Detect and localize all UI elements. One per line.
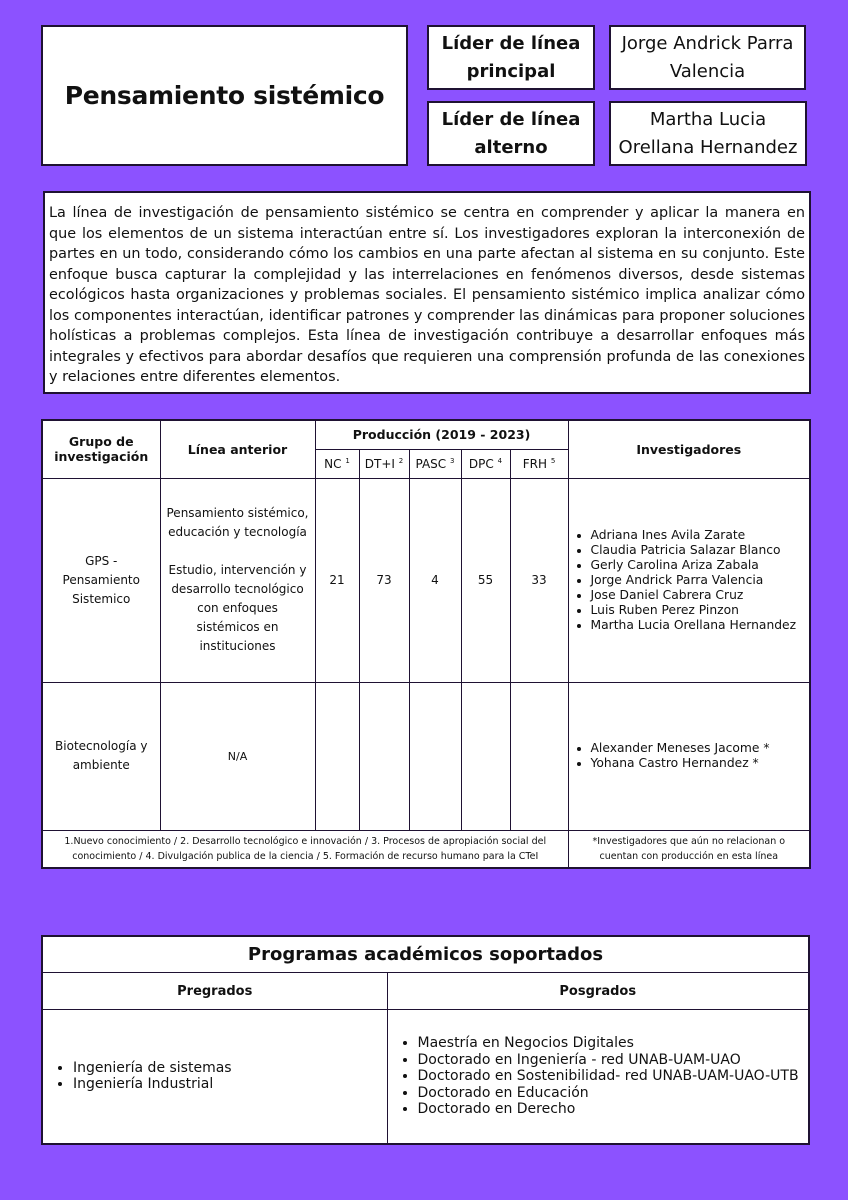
table-row: [42, 682, 810, 830]
value-pasc: [409, 682, 461, 830]
lead-alt-value: Martha Lucia Orellana Hernandez: [618, 108, 798, 158]
programs-header-row: [42, 973, 809, 1010]
table-row: [42, 478, 810, 682]
list-item: • Alexander Meneses Jacome *: [591, 741, 810, 756]
production-footnote: 1.Nuevo conocimiento / 2. Desarrollo tecnológico e innovación / 3. Procesos de apropiación social del conocimiento / 4. Divulgación publica de la ciencia / 5. Formación de recurso humano para la CTeI: [42, 830, 568, 868]
lead-main-value-box: [609, 25, 806, 90]
research-table: [41, 419, 811, 869]
header-group: Grupo de investigación: [42, 420, 160, 478]
value-dpc: [461, 682, 510, 830]
list-item: • Gerly Carolina Ariza Zabala: [591, 558, 810, 573]
header-nc: NC $^1$: [315, 449, 359, 478]
page-title: Pensamiento sistémico: [64, 81, 385, 110]
value-frh: 33: [510, 478, 568, 682]
researchers-list: [569, 528, 810, 633]
header-undergrad: Pregrados: [42, 973, 387, 1010]
value-nc: 21: [315, 478, 359, 682]
group-cell: Biotecnología y ambiente: [42, 682, 160, 830]
grad-cell: [387, 1010, 809, 1144]
previous-line-cell: N/A: [160, 682, 315, 830]
list-item: • Ingeniería de sistemas: [73, 1060, 387, 1077]
previous-line-cell: [160, 478, 315, 682]
undergrad-list: [43, 1060, 387, 1093]
list-item: • Jose Daniel Cabrera Cruz: [591, 588, 810, 603]
list-item: • Claudia Patricia Salazar Blanco: [591, 543, 810, 558]
programs-row: [42, 1010, 809, 1144]
lead-alt-value-box: [609, 101, 807, 166]
header-pasc: PASC $^3$: [409, 449, 461, 478]
previous-line-2: Estudio, intervención y desarrollo tecnológico con enfoques sistémicos en instituciones: [168, 563, 307, 653]
programs-title: Programas académicos soportados: [42, 936, 809, 973]
list-item: • Doctorado en Derecho: [418, 1101, 809, 1118]
lead-main-label-box: [427, 25, 595, 90]
value-dti: [359, 682, 409, 830]
list-item: • Ingeniería Industrial: [73, 1076, 387, 1093]
previous-line-1: Pensamiento sistémico, educación y tecnología: [166, 506, 309, 539]
description-box: [43, 191, 811, 394]
list-item: • Doctorado en Educación: [418, 1085, 809, 1102]
researchers-footnote: *Investigadores que aún no relacionan o cuentan con producción en esta línea: [568, 830, 810, 868]
header-dpc: DPC $^4$: [461, 449, 510, 478]
list-item: • Luis Ruben Perez Pinzon: [591, 603, 810, 618]
programs-title-row: [42, 936, 809, 973]
list-item: • Jorge Andrick Parra Valencia: [591, 573, 810, 588]
lead-alt-label: Líder de línea alterno: [441, 108, 581, 158]
value-nc: [315, 682, 359, 830]
header-grad: Posgrados: [387, 973, 809, 1010]
header-dti: DT+I $^2$: [359, 449, 409, 478]
value-dpc: 55: [461, 478, 510, 682]
undergrad-cell: [42, 1010, 387, 1144]
lead-main-value: Jorge Andrick Parra Valencia: [621, 32, 794, 82]
header-researchers: Investigadores: [568, 420, 810, 478]
header-previous-line: Línea anterior: [160, 420, 315, 478]
value-frh: [510, 682, 568, 830]
list-item: • Yohana Castro Hernandez *: [591, 756, 810, 771]
header-row: [42, 420, 810, 449]
programs-table: [41, 935, 810, 1145]
title-box: [41, 25, 408, 166]
lead-main-label: Líder de línea principal: [441, 32, 581, 82]
researchers-cell: [568, 478, 810, 682]
researchers-list: [569, 741, 810, 771]
list-item: • Adriana Ines Avila Zarate: [591, 528, 810, 543]
lead-alt-label-box: [427, 101, 595, 166]
description-text: La línea de investigación de pensamiento sistémico se centra en comprender y aplicar la manera en que los elementos de un sistema interactúan entre sí. Los investigadores exploran la interconexión de partes en un todo, considerando cómo los cambios en una parte afectan al sistema en su conjunto. Este enfoque busca capturar la complejidad y las interrelaciones en fenómenos diversos, desde sistemas ecológicos hasta organizaciones y problemas sociales. El pensamiento sistémico implica analizar cómo los componentes interactúan, identificar patrones y comprender las dinámicas para proponer soluciones holísticas a problemas complejos. Esta línea de investigación contribuye a desarrollar enfoques más integrales y efectivos para abordar desafíos que requieren una comprensión profunda de las conexiones y relaciones entre diferentes elementos.: [49, 205, 805, 385]
header-frh: FRH $^5$: [510, 449, 568, 478]
list-item: • Doctorado en Sostenibilidad- red UNAB-UAM-UAO-UTB: [418, 1068, 809, 1085]
footnote-row: [42, 830, 810, 868]
value-dti: 73: [359, 478, 409, 682]
header-production: Producción (2019 - 2023): [315, 420, 568, 449]
value-pasc: 4: [409, 478, 461, 682]
researchers-cell: [568, 682, 810, 830]
grad-list: [388, 1035, 809, 1118]
list-item: • Doctorado en Ingeniería - red UNAB-UAM-UAO: [418, 1052, 809, 1069]
list-item: • Maestría en Negocios Digitales: [418, 1035, 809, 1052]
list-item: • Martha Lucia Orellana Hernandez: [591, 618, 810, 633]
group-cell: GPS - Pensamiento Sistemico: [42, 478, 160, 682]
